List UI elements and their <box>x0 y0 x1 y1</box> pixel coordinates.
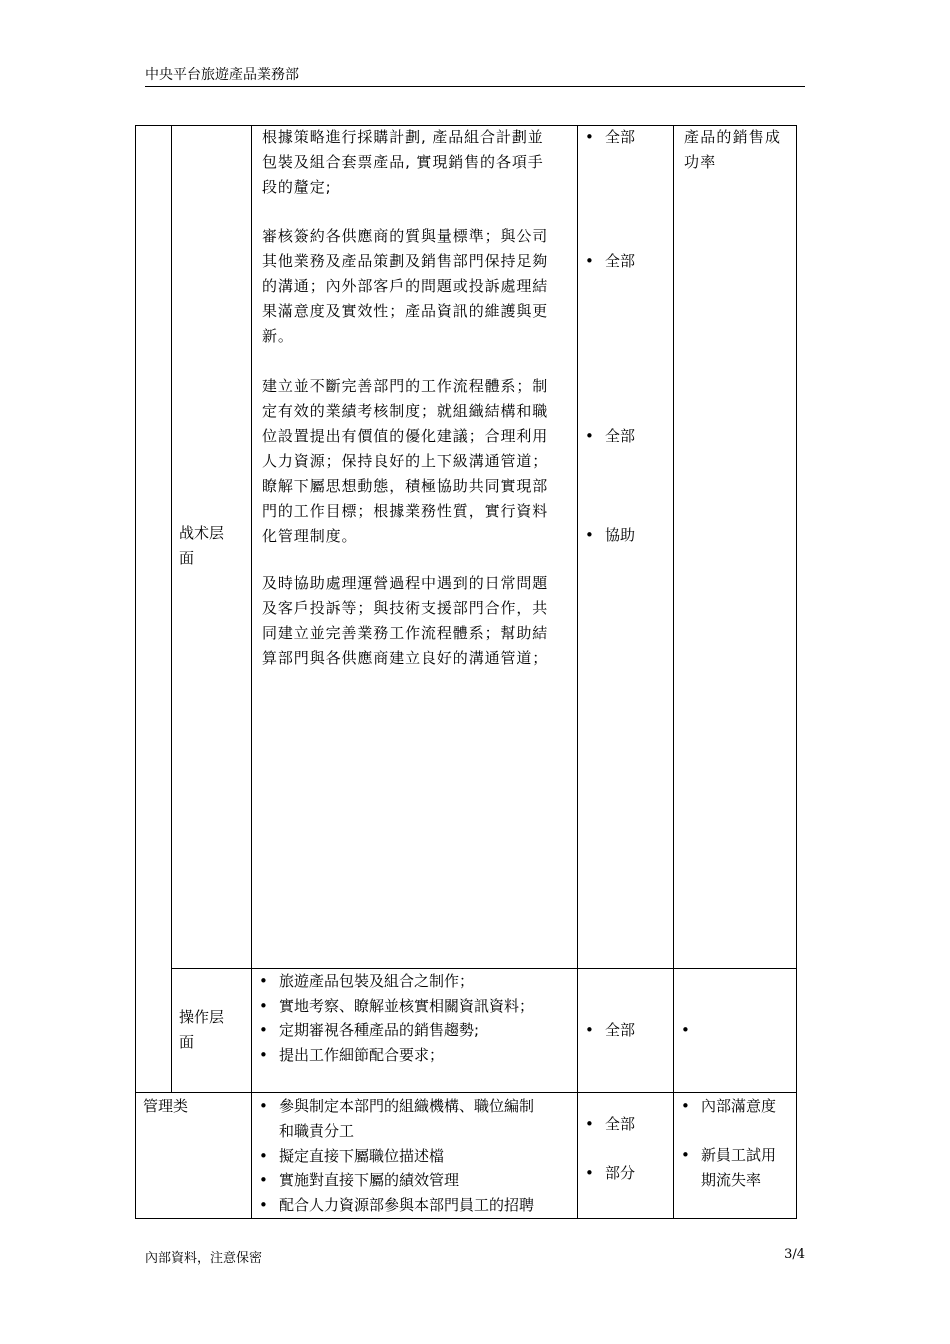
operational-item: • 提出工作細節配合要求； <box>259 1046 445 1064</box>
management-scope-item: • 部分 <box>585 1164 636 1182</box>
operational-level-label: 操作层 面 <box>179 1008 225 1051</box>
table-border-left <box>135 125 136 1219</box>
tactical-scope-item: • 全部 <box>585 427 636 445</box>
header-title: 中央平台旅遊產品業務部 <box>145 67 299 83</box>
column-divider <box>171 125 172 1093</box>
table-border-bottom <box>135 1218 797 1219</box>
responsibility-table <box>135 125 797 1219</box>
column-divider <box>251 125 252 1219</box>
tactical-scope-item: • 全部 <box>585 128 636 146</box>
operational-scope-item: • 全部 <box>585 1021 636 1039</box>
tactical-scope-item: • 協助 <box>585 526 636 544</box>
management-kpi-item: • 新員工試用 期流失率 <box>681 1146 777 1189</box>
table-border-right <box>796 125 797 1219</box>
operational-item: • 定期審視各種產品的銷售趨勢; <box>259 1021 480 1039</box>
tactical-paragraph: 審核簽約各供應商的質與量標準；與公司 其他業務及產品策劃及銷售部門保持足夠 的溝通；內外部客戶的問題或投訴處理結 果滿意度及實效性；產品資訊的維護與更 新。 <box>262 227 549 345</box>
tactical-paragraph: 根據策略進行採購計劃, 產品組合計劃並 包裝及組合套票產品, 實現銷售的各項手 段的釐定; <box>262 128 544 196</box>
management-item: • 實施對直接下屬的績效管理 <box>259 1171 460 1189</box>
operational-item: • 實地考察、瞭解並核實相關資訊資料； <box>259 997 535 1015</box>
column-divider <box>577 125 578 1219</box>
tactical-paragraph: 建立並不斷完善部門的工作流程體系；制 定有效的業績考核制度；就組織結構和職 位設置提出有價值的優化建議；合理利用 人力資源；保持良好的上下級溝通管道； 瞭解下屬思想動態，積極協助共同實現部 門的工作目標；根據業務性質，實行資料 化管理制度。 <box>262 377 549 545</box>
management-item: • 參與制定本部門的組織機構、職位編制 和職責分工 <box>259 1097 535 1140</box>
confidential-note: 內部資料，注意保密 <box>145 1251 263 1266</box>
row-divider <box>135 1092 797 1093</box>
page-header <box>145 64 805 87</box>
management-scope-item: • 全部 <box>585 1115 636 1133</box>
operational-kpi-item: • <box>681 1021 690 1039</box>
management-category-label: 管理类 <box>143 1097 189 1115</box>
management-item: • 配合人力資源部參與本部門員工的招聘 <box>259 1196 535 1214</box>
tactical-scope-item: • 全部 <box>585 252 636 270</box>
column-divider <box>673 125 674 1219</box>
tactical-kpi: 產品的銷售成 功率 <box>684 128 782 171</box>
management-kpi-item: • 內部滿意度 <box>681 1097 777 1115</box>
tactical-level-label: 战术层 面 <box>179 524 225 567</box>
operational-item: • 旅遊產品包裝及組合之制作； <box>259 972 475 990</box>
page-number: 3/4 <box>784 1247 805 1262</box>
management-item: • 擬定直接下屬職位描述檔 <box>259 1147 445 1165</box>
tactical-paragraph: 及時協助處理運營過程中遇到的日常問題 及客戶投訴等；與技術支援部門合作，共 同建立並完善業務工作流程體系；幫助結 算部門與各供應商建立良好的溝通管道； <box>262 574 549 667</box>
